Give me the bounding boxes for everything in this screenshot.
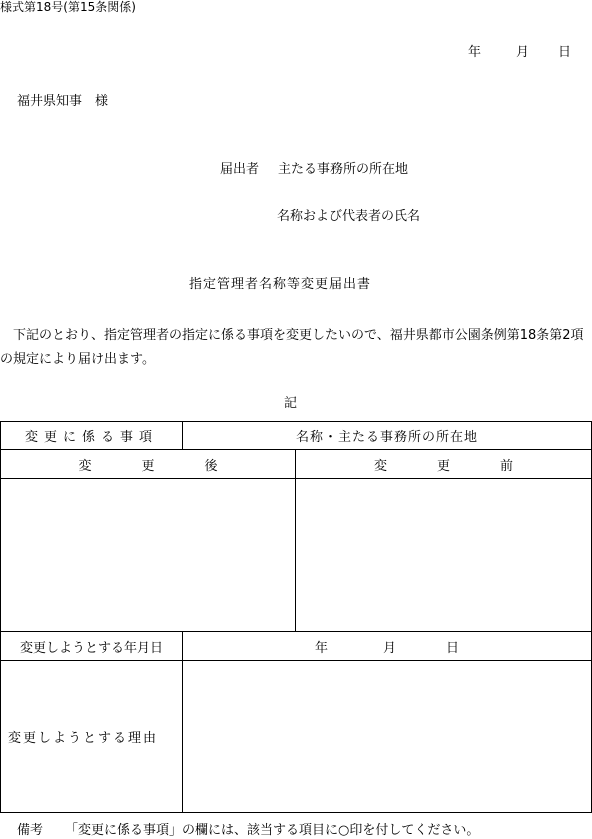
date-row: [1, 632, 592, 661]
notifier-label: 届出者: [220, 162, 260, 177]
notifier-address-label: 主たる事務所の所在地: [278, 162, 409, 177]
remarks-text: 「変更に係る事項」の欄には、該当する項目に○印を付してください。: [65, 823, 480, 838]
column-header-row: [1, 450, 592, 479]
change-content-row: [1, 479, 592, 632]
reason-label: 変更しようとする理由: [1, 661, 183, 813]
remarks-label: 備考: [17, 823, 44, 838]
after-char-2: 更: [141, 458, 155, 474]
after-content-cell[interactable]: [1, 479, 296, 632]
table-month-label: 月: [383, 640, 397, 656]
reason-row: [1, 661, 592, 813]
before-char-2: 更: [437, 458, 451, 474]
after-char-1: 変: [78, 458, 92, 474]
matter-value: 名称・主たる事務所の所在地: [183, 422, 592, 450]
form-number: 様式第18号(第15条関係): [0, 0, 136, 14]
matter-row: [1, 422, 592, 450]
date-year-label: 年: [468, 45, 482, 60]
before-char-1: 変: [373, 458, 387, 474]
after-header: [1, 450, 296, 479]
before-header: [296, 450, 592, 479]
ki-heading: 記: [284, 396, 298, 411]
change-form-table: [0, 421, 592, 813]
before-char-3: 前: [500, 458, 514, 474]
before-content-cell[interactable]: [296, 479, 592, 632]
date-month-label: 月: [516, 45, 530, 60]
addressee: 福井県知事 様: [17, 94, 109, 109]
matter-label: 変更に係る事項: [1, 422, 183, 450]
body-paragraph: 下記のとおり、指定管理者の指定に係る事項を変更したいので、福井県都市公園条例第18条第2項の規定により届け出ます。: [0, 328, 584, 367]
after-char-3: 後: [204, 458, 218, 474]
reason-content-cell[interactable]: [183, 661, 592, 813]
submission-date: [468, 46, 571, 59]
notifier-name-label: 名称および代表者の氏名: [277, 209, 421, 224]
document-title: 指定管理者名称等変更届出書: [189, 277, 372, 292]
date-label: 変更しようとする年月日: [1, 632, 183, 661]
remarks: [17, 824, 479, 837]
table-year-label: 年: [314, 640, 328, 656]
date-value-cell[interactable]: [183, 632, 592, 661]
date-day-label: 日: [558, 45, 572, 60]
table-day-label: 日: [446, 640, 460, 656]
